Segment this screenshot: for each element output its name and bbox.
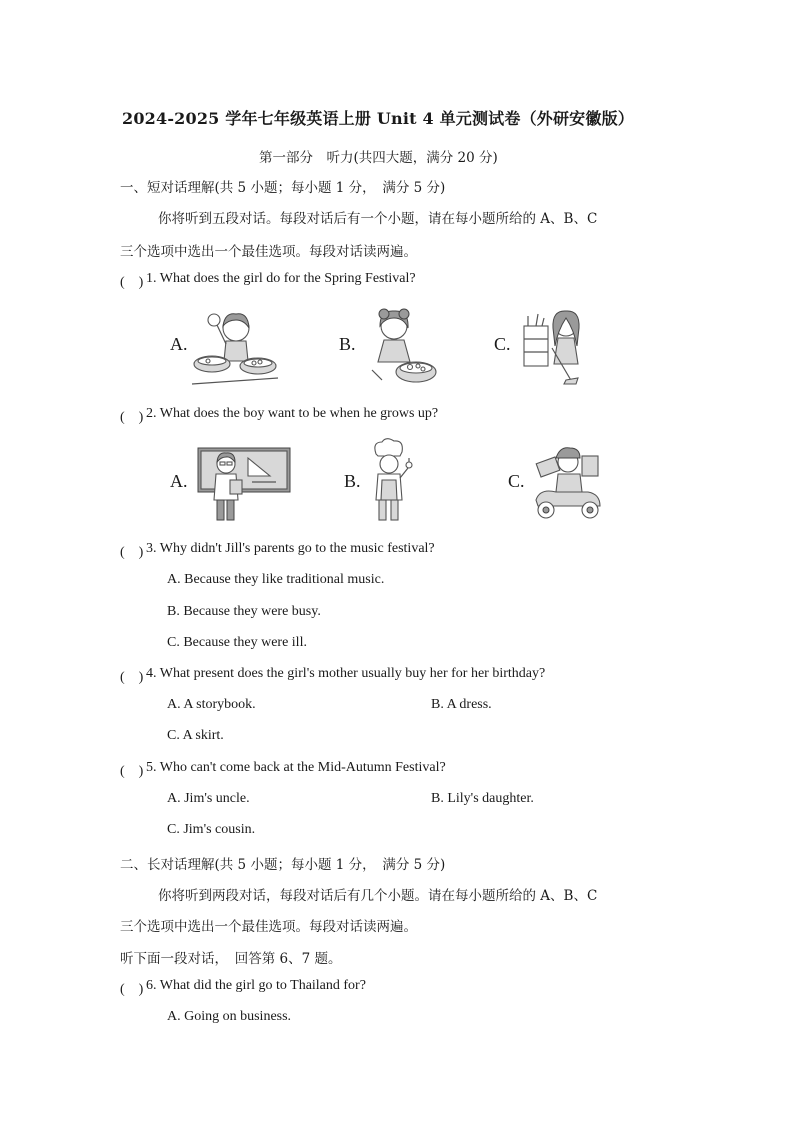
question-6-text: 6. What did the girl go to Thailand for? — [146, 978, 366, 993]
q3-option-c[interactable]: C. Because they were ill. — [167, 635, 307, 650]
q1-option-a-label[interactable]: A. — [170, 334, 188, 354]
q4-option-b[interactable]: B. A dress. — [431, 697, 492, 712]
section2-heading: 二、长对话理解(共 5 小题；每小题 1 分， 满分 5 分) — [120, 857, 446, 873]
q5-option-c[interactable]: C. Jim's cousin. — [167, 822, 256, 837]
girl-washing-clothes-icon — [360, 304, 440, 388]
question-2-text: 2. What does the boy want to be when he grows up? — [146, 406, 439, 421]
q2-option-b-label[interactable]: B. — [344, 471, 361, 491]
q3-option-a[interactable]: A. Because they like traditional music. — [167, 572, 385, 587]
section2-sub-instruction: 听下面一段对话， 回答第 6、7 题。 — [120, 951, 342, 967]
section1-instruction-1: 你将听到五段对话。每段对话后有一个小题，请在每小题所给的 A、B、C — [158, 211, 598, 227]
section2-instruction-2: 三个选项中选出一个最佳选项。每段对话读两遍。 — [120, 919, 417, 935]
question-4-text: 4. What present does the girl's mother usually buy her for her birthday? — [146, 666, 546, 681]
girl-sweeping-floor-icon — [522, 306, 592, 386]
question-3-text: 3. Why didn't Jill's parents go to the music festival? — [146, 541, 435, 556]
question-6-paren[interactable]: ( ) — [120, 982, 144, 997]
question-4-paren[interactable]: ( ) — [120, 670, 144, 685]
question-1-text: 1. What does the girl do for the Spring Festival? — [146, 271, 416, 286]
q4-option-c[interactable]: C. A skirt. — [167, 728, 224, 743]
teacher-at-blackboard-icon — [196, 446, 292, 522]
chef-icon — [364, 438, 414, 524]
q6-option-a[interactable]: A. Going on business. — [167, 1009, 292, 1024]
q2-option-c-label[interactable]: C. — [508, 471, 525, 491]
question-3-paren[interactable]: ( ) — [120, 545, 144, 560]
q5-option-b[interactable]: B. Lily's daughter. — [431, 791, 534, 806]
question-2-paren[interactable]: ( ) — [120, 410, 144, 425]
part-heading: 第一部分 听力(共四大题，满分 20 分) — [259, 150, 498, 166]
q4-option-a[interactable]: A. A storybook. — [167, 697, 256, 712]
q2-option-a-label[interactable]: A. — [170, 471, 188, 491]
page-title: 2024-2025 学年七年级英语上册 Unit 4 单元测试卷（外研安徽版） — [122, 109, 634, 128]
q3-option-b[interactable]: B. Because they were busy. — [167, 604, 321, 619]
question-5-paren[interactable]: ( ) — [120, 764, 144, 779]
q1-option-c-label[interactable]: C. — [494, 334, 511, 354]
section2-instruction-1: 你将听到两段对话，每段对话后有几个小题。请在每小题所给的 A、B、C — [158, 888, 598, 904]
section1-heading: 一、短对话理解(共 5 小题；每小题 1 分， 满分 5 分) — [120, 180, 446, 196]
girl-cooking-dumplings-icon — [190, 306, 280, 386]
question-1-paren[interactable]: ( ) — [120, 275, 144, 290]
q5-option-a[interactable]: A. Jim's uncle. — [167, 791, 250, 806]
question-5-text: 5. Who can't come back at the Mid-Autumn Festival? — [146, 760, 446, 775]
section1-instruction-2: 三个选项中选出一个最佳选项。每段对话读两遍。 — [120, 244, 417, 260]
delivery-rider-icon — [530, 440, 606, 524]
q1-option-b-label[interactable]: B. — [339, 334, 356, 354]
